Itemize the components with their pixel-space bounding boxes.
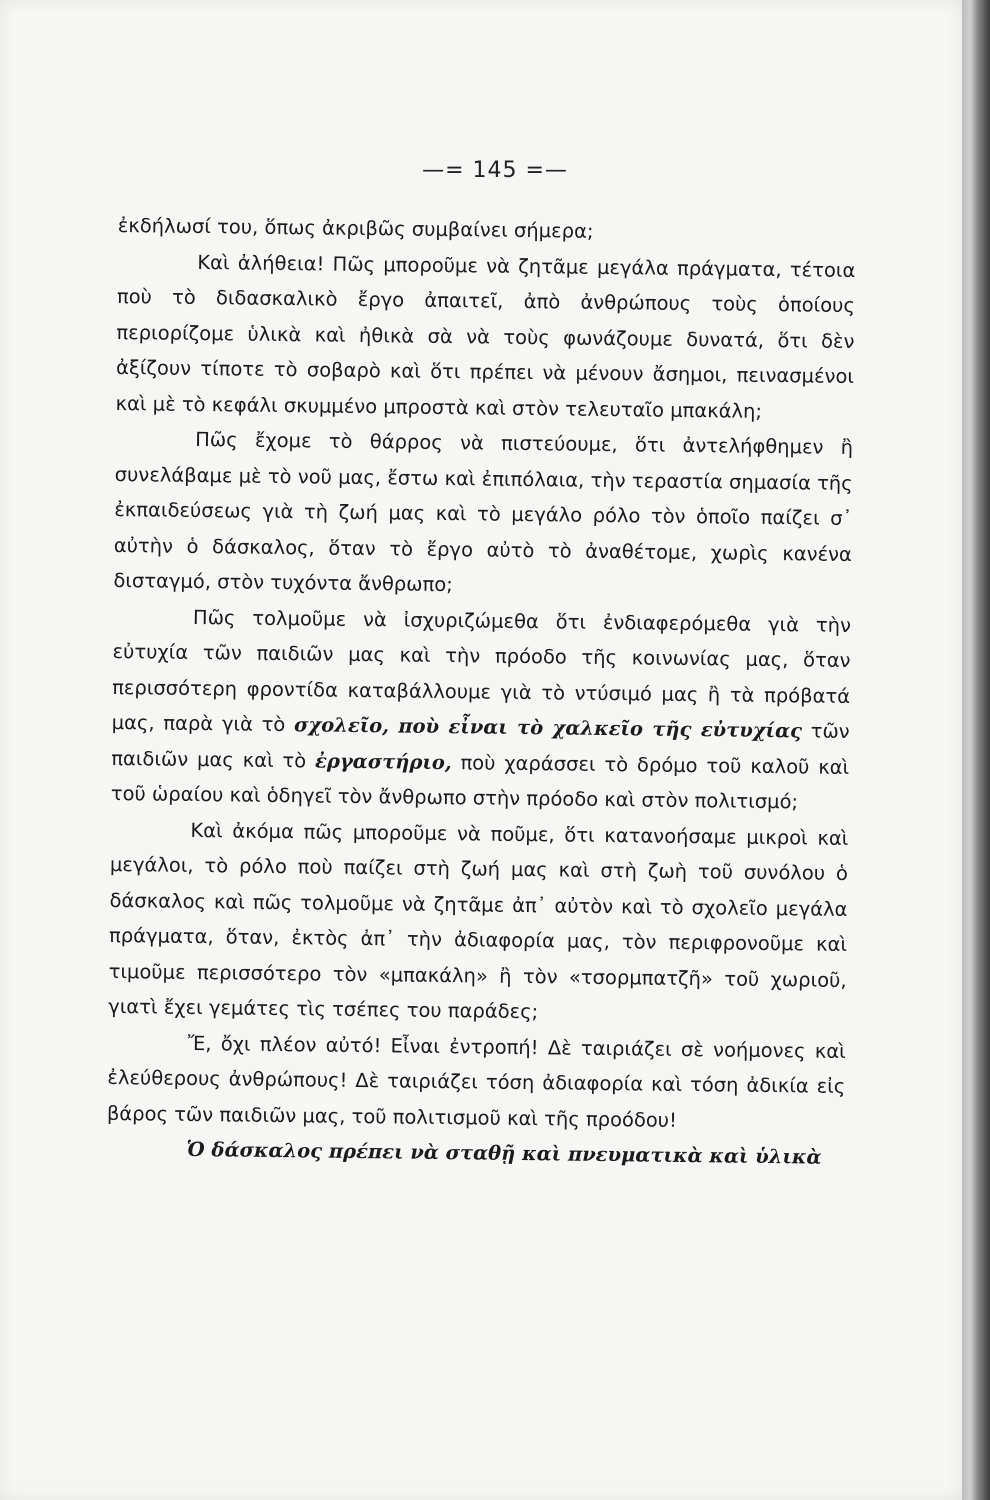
paragraph-6: Ἔ, ὄχι πλέον αὐτό! Εἶναι ἐντροπή! Δὲ ταιριάζει σὲ νοήμονες καὶ ἐλεύθερους ἀνθρώπους! Δὲ ταιριάζει τόση ἀδιαφορία καὶ τόση ἀδικία εἰς βάρος τῶν παιδιῶν μας, τοῦ πολιτισμοῦ καὶ τῆς προόδου! bbox=[106, 1031, 846, 1132]
paragraph-5: Καὶ ἀκόμα πῶς μποροῦμε νὰ ποῦμε, ὅτι κατανοήσαμε μικροὶ καὶ μεγάλοι, τὸ ρόλο ποὺ παίζει στὴ ζωή μας καὶ στὴ ζωὴ τοῦ συνόλου ὁ δάσκαλος καὶ πῶς τολμοῦμε νὰ ζητᾶμε ἀπ᾽ αὐτὸν καὶ τὸ σχολεῖο μεγάλα πράγματα, ὅταν, ἐκτὸς ἀπ᾽ τὴν ἀδιαφορία μας, τὸν περιφρονοῦμε καὶ τιμοῦμε περισσότερο τὸν «μπακάλη» ἢ τὸν «τσορμπατζῆ» τοῦ χωριοῦ, γιατὶ ἔχει γεμάτες τὶς τσέπες του παράδες; bbox=[108, 818, 849, 1024]
page-edge bbox=[962, 0, 990, 1500]
paragraph-3: Πῶς ἔχομε τὸ θάρρος νὰ πιστεύουμε, ὅτι ἀντελήφθημεν ἢ συνελάβαμε μὲ τὸ νοῦ μας, ἔστω καὶ ἐπιπόλαια, τὴν τεραστία σημασία τῆς ἐκπαιδεύσεως γιὰ τὴ ζωή μας καὶ τὸ μεγάλο ρόλο τὸν ὁποῖο παίζει σ᾽ αὐτὴν ὁ δάσκαλος, ὅταν τὸ ἔργο αὐτὸ τὸ ἀναθέτομε, χωρὶς κανένα δισταγμό, στὸν τυχόντα ἄνθρωπο; bbox=[113, 427, 854, 597]
page-number: —= 145 =— bbox=[422, 158, 568, 183]
paragraph-4-middle: τῶν παιδιῶν μας καὶ τὸ bbox=[111, 719, 850, 772]
paragraph-4-italic-1: σχολεῖο, ποὺ εἶναι τὸ χαλκεῖο τῆς εὐτυχίας bbox=[293, 713, 803, 743]
paragraph-2: Καὶ ἀλήθεια! Πῶς μποροῦμε νὰ ζητᾶμε μεγάλα πράγματα, τέτοια ποὺ τὸ διδασκαλικὸ ἔργο ἀπαιτεῖ, ἀπὸ ἀνθρώπους τοὺς ὁποίους περιορίζομε ὑλικὰ καὶ ἠθικὰ σὰ νὰ τοὺς φωνάζουμε δυνατά, ὅτι δὲν ἀξίζουν τίποτε τὸ σοβαρὸ καὶ ὅτι πρέπει νὰ μένουν ἄσημοι, πεινασμένοι καὶ μὲ τὸ κεφάλι σκυμμένο μπροστὰ καὶ στὸν τελευταῖο μπακάλη; bbox=[115, 250, 856, 423]
paragraph-7: Ὁ δάσκαλος πρέπει νὰ σταθῇ καὶ πνευματικὰ καὶ ὑλικὰ bbox=[186, 1137, 822, 1169]
paragraph-1: ἐκδήλωσί του, ὅπως ἀκριβῶς συμβαίνει σήμερα; bbox=[117, 213, 594, 243]
paragraph-4 bbox=[111, 598, 852, 820]
paragraph-4-italic-2: ἐργαστήριο, bbox=[314, 748, 452, 774]
paragraph-4-before: Πῶς τολμοῦμε νὰ ἰσχυριζώμεθα ὅτι ἐνδιαφερόμεθα γιὰ τὴν εὐτυχία τῶν παιδιῶν μας καὶ τὴν πρόοδο τῆς κοινωνίας μας, ὅταν περισσότερη φροντίδα καταβάλλουμε γιὰ τὸ ντύσιμό μας ἢ τὰ πρόβατά μας, παρὰ γιὰ τὸ bbox=[111, 605, 852, 737]
paragraph-4-after: ποὺ χαράσσει τὸ δρόμο τοῦ καλοῦ καὶ τοῦ ὡραίου καὶ ὁδηγεῖ τὸν ἄνθρωπο στὴν πρόοδο καὶ στὸν πολιτισμό; bbox=[110, 750, 850, 814]
body-text bbox=[106, 208, 856, 1175]
